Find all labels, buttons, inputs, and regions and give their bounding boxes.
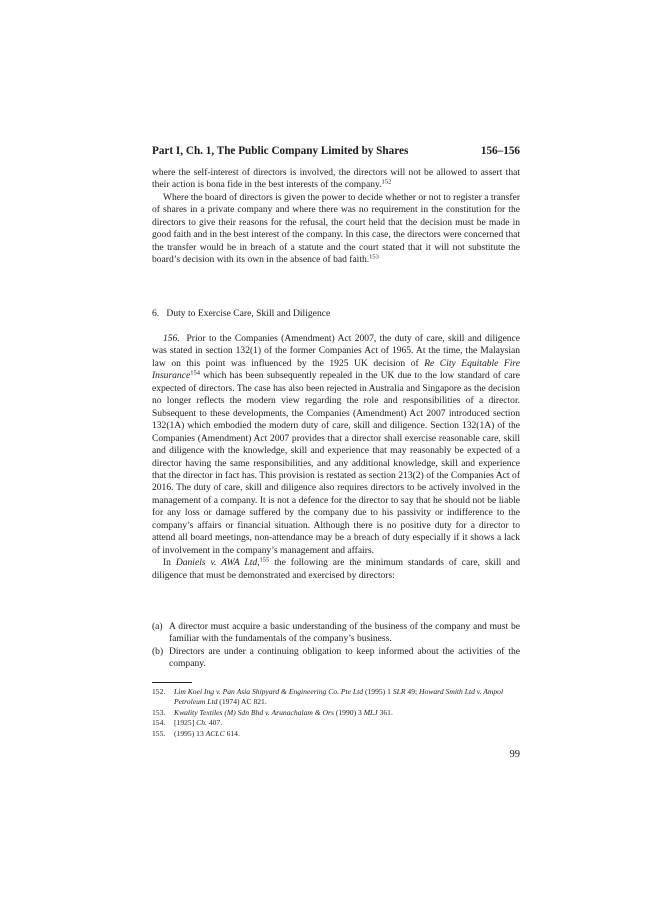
footnote-153: 153. Kwality Textiles (M) Sdn Bhd v. Arunachalam & Ors (1990) 3 MLJ 361. (152, 707, 393, 717)
case-name: Re City Equitable Fire Insurance (152, 357, 520, 382)
running-head (152, 145, 520, 157)
footnote-ref-154[interactable]: 154 (190, 369, 200, 377)
footnotes (152, 687, 520, 739)
paragraph-156: 156. Prior to the Companies (Amendment) Act 2007, the duty of care, skill and diligence was stated in section 132(1) of the former Companies Act of 1965. At the time, the Malaysian law on this point was influenced by the 1925 UK decision of Re City Equitable Fire Insurance$^{154}$ which has been subsequently repealed in the UK due to the low standard of care expected of directors. The case has also been rejected in Australia and Singapore as the decision no longer reflects the modern view regarding the role and responsibilities of a director. Subsequent to these developments, the Companies (Amendment) Act 2007 introduced section 132(1A) which embodied the modern duty of care, skill and diligence. Section 132(1A) of the Companies (Amendment) Act 2007 provides that a director shall exercise reasonable care, skill and diligence with the knowledge, skill and experience that may reasonably be expected of a director having the same responsibilities, and any additional knowledge, skill and experience that the director in fact has. This provision is restated as section 213(2) of the Companies Act of 2016. The duty of care, skill and diligence also requires directors to be actively involved in the management of a company. It is not a defence for the director to say that he should not be liable for any loss or damage suffered by the company due to his passivity or indifference to the company’s affairs or financial situation. Although there is no positive duty for a director to attend all board meetings, non-attendance may be a breach of duty especially if it shows a lack of involvement in the company’s management and affairs. (152, 333, 521, 556)
footnote-155: 155. (1995) 13 ACLC 614. (152, 728, 240, 738)
running-head-title: Part I, Ch. 1, The Public Company Limited by Shares (152, 145, 409, 157)
body-text-top (152, 167, 520, 267)
list-text: A director must acquire a basic understanding of the business of the company and must be familiar with the fundamentals of the company’s business. (169, 621, 520, 645)
footnote-154: 154. [1925] Ch. 407. (152, 718, 223, 728)
footnote-ref-155[interactable]: 155 (259, 556, 270, 564)
standards-list (152, 621, 520, 671)
paragraph-number: 156. (163, 333, 180, 344)
list-label: (a) (152, 621, 163, 632)
case-name: Daniels v. AWA Ltd (175, 557, 258, 569)
footnote-rule (152, 682, 192, 683)
running-head-paragraphs: 156–156 (480, 145, 520, 157)
footnote-ref-153[interactable]: 153 (369, 253, 379, 261)
section-number: 6. (152, 308, 160, 319)
list-item (152, 646, 520, 671)
footnote-152: 152. Lim Koei Ing v. Pan Asia Shipyard & Engineering Co. Pte Ltd (1995) 1 SLR 49; Howard Smith Ltd v. Ampol Petroleum Ltd (1974) AC 821. (152, 687, 504, 707)
body-text-main (152, 333, 520, 582)
paragraph-transfer-of-shares: Where the board of directors is given the power to decide whether or not to register a transfer of shares in a private company and where there was no requirement in the constitution for the directors to give their reasons for the refusal, the court held that the decision must be made in good faith and in the best interest of the company. In this case, the directors were concerned that the transfer would be in breach of a statute and the court stated that it will not substitute the board’s decision with its own in the absence of bad faith.$^{153}$ (152, 191, 520, 266)
footnote-ref-152[interactable]: 152 (381, 178, 392, 186)
list-item (152, 621, 520, 646)
section-title: Duty to Exercise Care, Skill and Diligence (166, 308, 331, 319)
section-heading (152, 308, 330, 319)
paragraph-daniels: In Daniels v. AWA Ltd,$^{155}$ the following are the minimum standards of care, skill and diligence that must be demonstrated and exercised by directors: (152, 556, 521, 581)
list-label: (b) (152, 645, 164, 657)
list-text: Directors are under a continuing obligation to keep informed about the activities of the company. (169, 645, 520, 670)
page-number: 99 (509, 749, 520, 760)
paragraph-continued: where the self-interest of directors is involved, the directors will not be allowed to assert that their action is bona fide in the best interests of the company.$^{152}$ (152, 167, 520, 191)
